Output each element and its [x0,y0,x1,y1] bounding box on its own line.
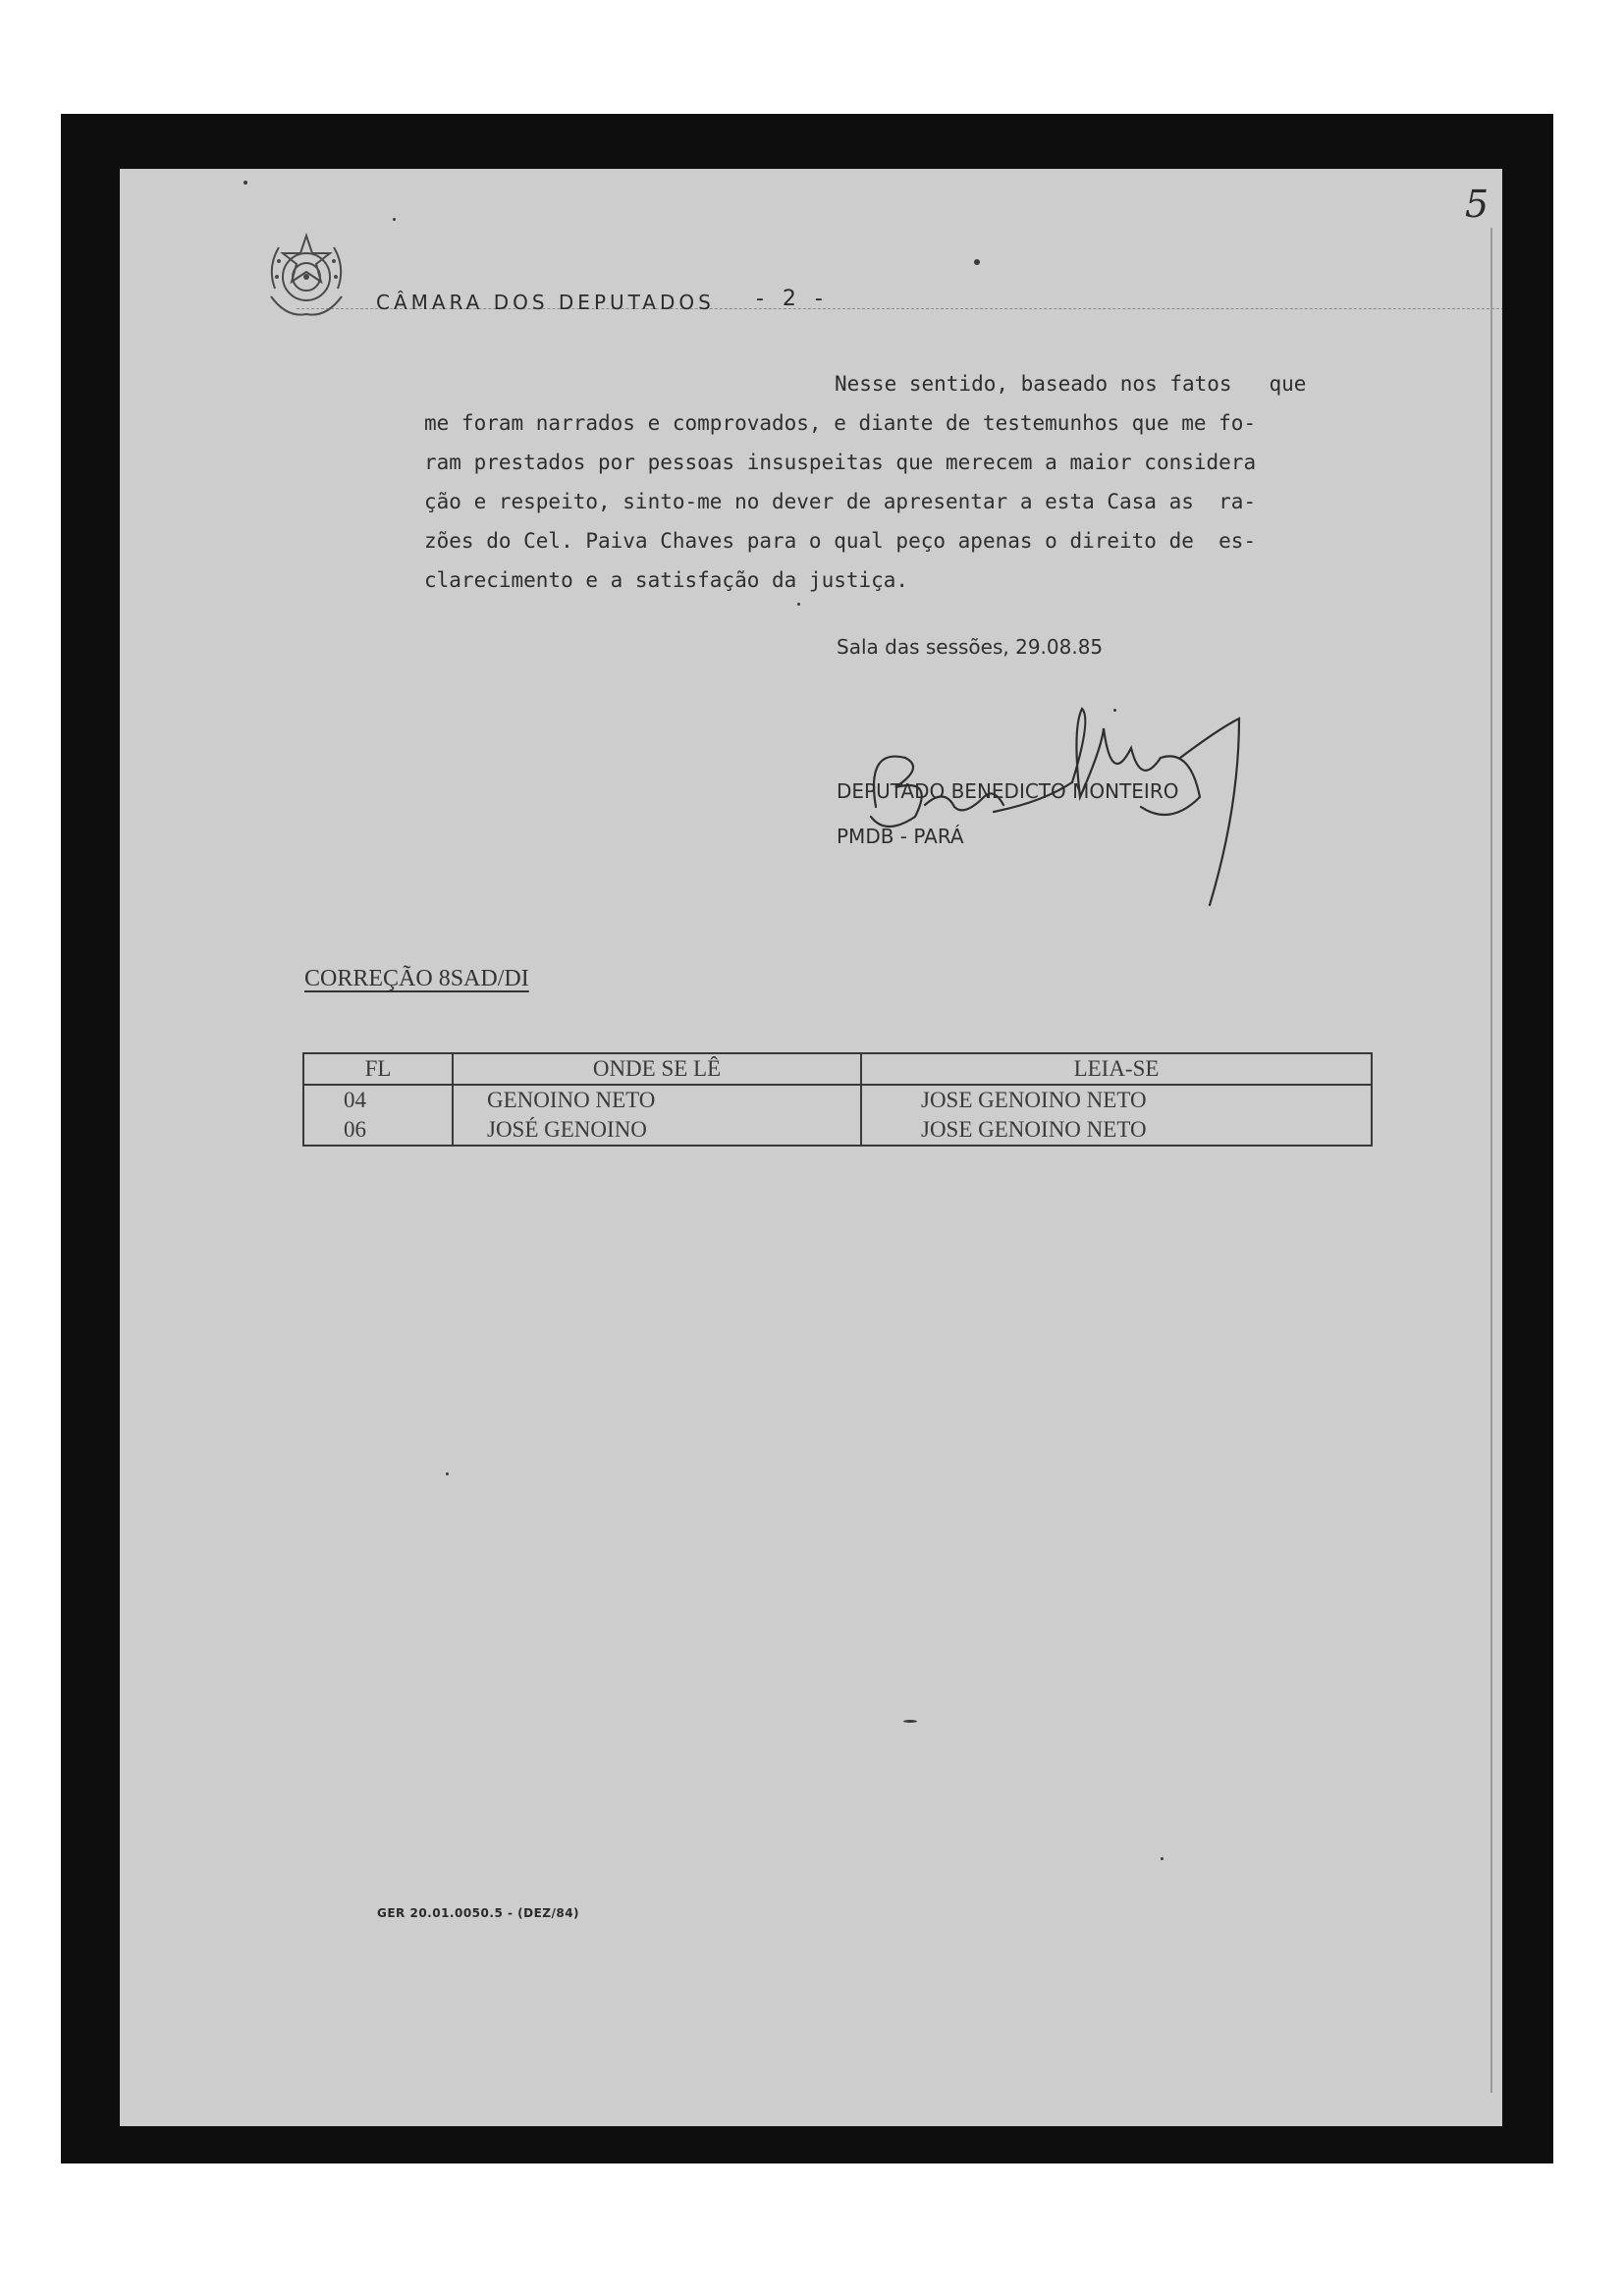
correction-title: CORREÇÃO 8SAD/DI [304,966,529,991]
body-line: zões do Cel. Paiva Chaves para o qual peço apenas o direito de es- [424,529,1257,553]
table-row [303,1085,1372,1115]
institution-header: CÂMARA DOS DEPUTADOS [376,291,715,314]
cell-onde-se-le: JOSÉ GENOINO [453,1115,861,1146]
cell-leia-se: JOSE GENOINO NETO [861,1115,1372,1146]
body-line: me foram narrados e comprovados, e diante de testemunhos que me fo- [424,411,1257,435]
document-page [120,169,1502,2126]
page-edge-line [1490,228,1492,2093]
scan-speck [446,1472,449,1475]
form-code: GER 20.01.0050.5 - (DEZ/84) [377,1906,580,1920]
body-line: clarecimento e a satisfação da justiça. [424,568,909,592]
body-line: ram prestados por pessoas insuspeitas que merecem a maior considera [424,451,1257,474]
scan-speck [797,603,800,606]
cell-fl: 04 [303,1085,453,1115]
header-onde-se-le: ONDE SE LÊ [453,1053,861,1085]
correction-table [302,1052,1373,1147]
place-and-date: Sala das sessões, 29.08.85 [837,635,1104,659]
table-row [303,1115,1372,1146]
body-line: Nesse sentido, baseado nos fatos que [835,372,1307,396]
scan-speck [903,1720,917,1723]
cell-leia-se: JOSE GENOINO NETO [861,1085,1372,1115]
handwritten-signature [846,689,1259,925]
signatory-party: PMDB - PARÁ [837,825,964,848]
cell-fl: 06 [303,1115,453,1146]
signatory-name: DEPUTADO BENEDICTO MONTEIRO [837,779,1179,803]
header-fl: FL [303,1053,453,1085]
page-number: 5 [1465,183,1489,226]
page-label: - 2 - [756,287,829,311]
cell-onde-se-le: GENOINO NETO [453,1085,861,1115]
coat-of-arms-seal-icon [257,228,355,326]
scan-speck [974,259,980,265]
scan-speck [244,181,247,185]
scan-speck [1161,1857,1164,1860]
scan-speck [393,218,396,221]
body-line: ção e respeito, sinto-me no dever de apresentar a esta Casa as ra- [424,490,1257,513]
table-header-row [303,1053,1372,1085]
header-leia-se: LEIA-SE [861,1053,1372,1085]
